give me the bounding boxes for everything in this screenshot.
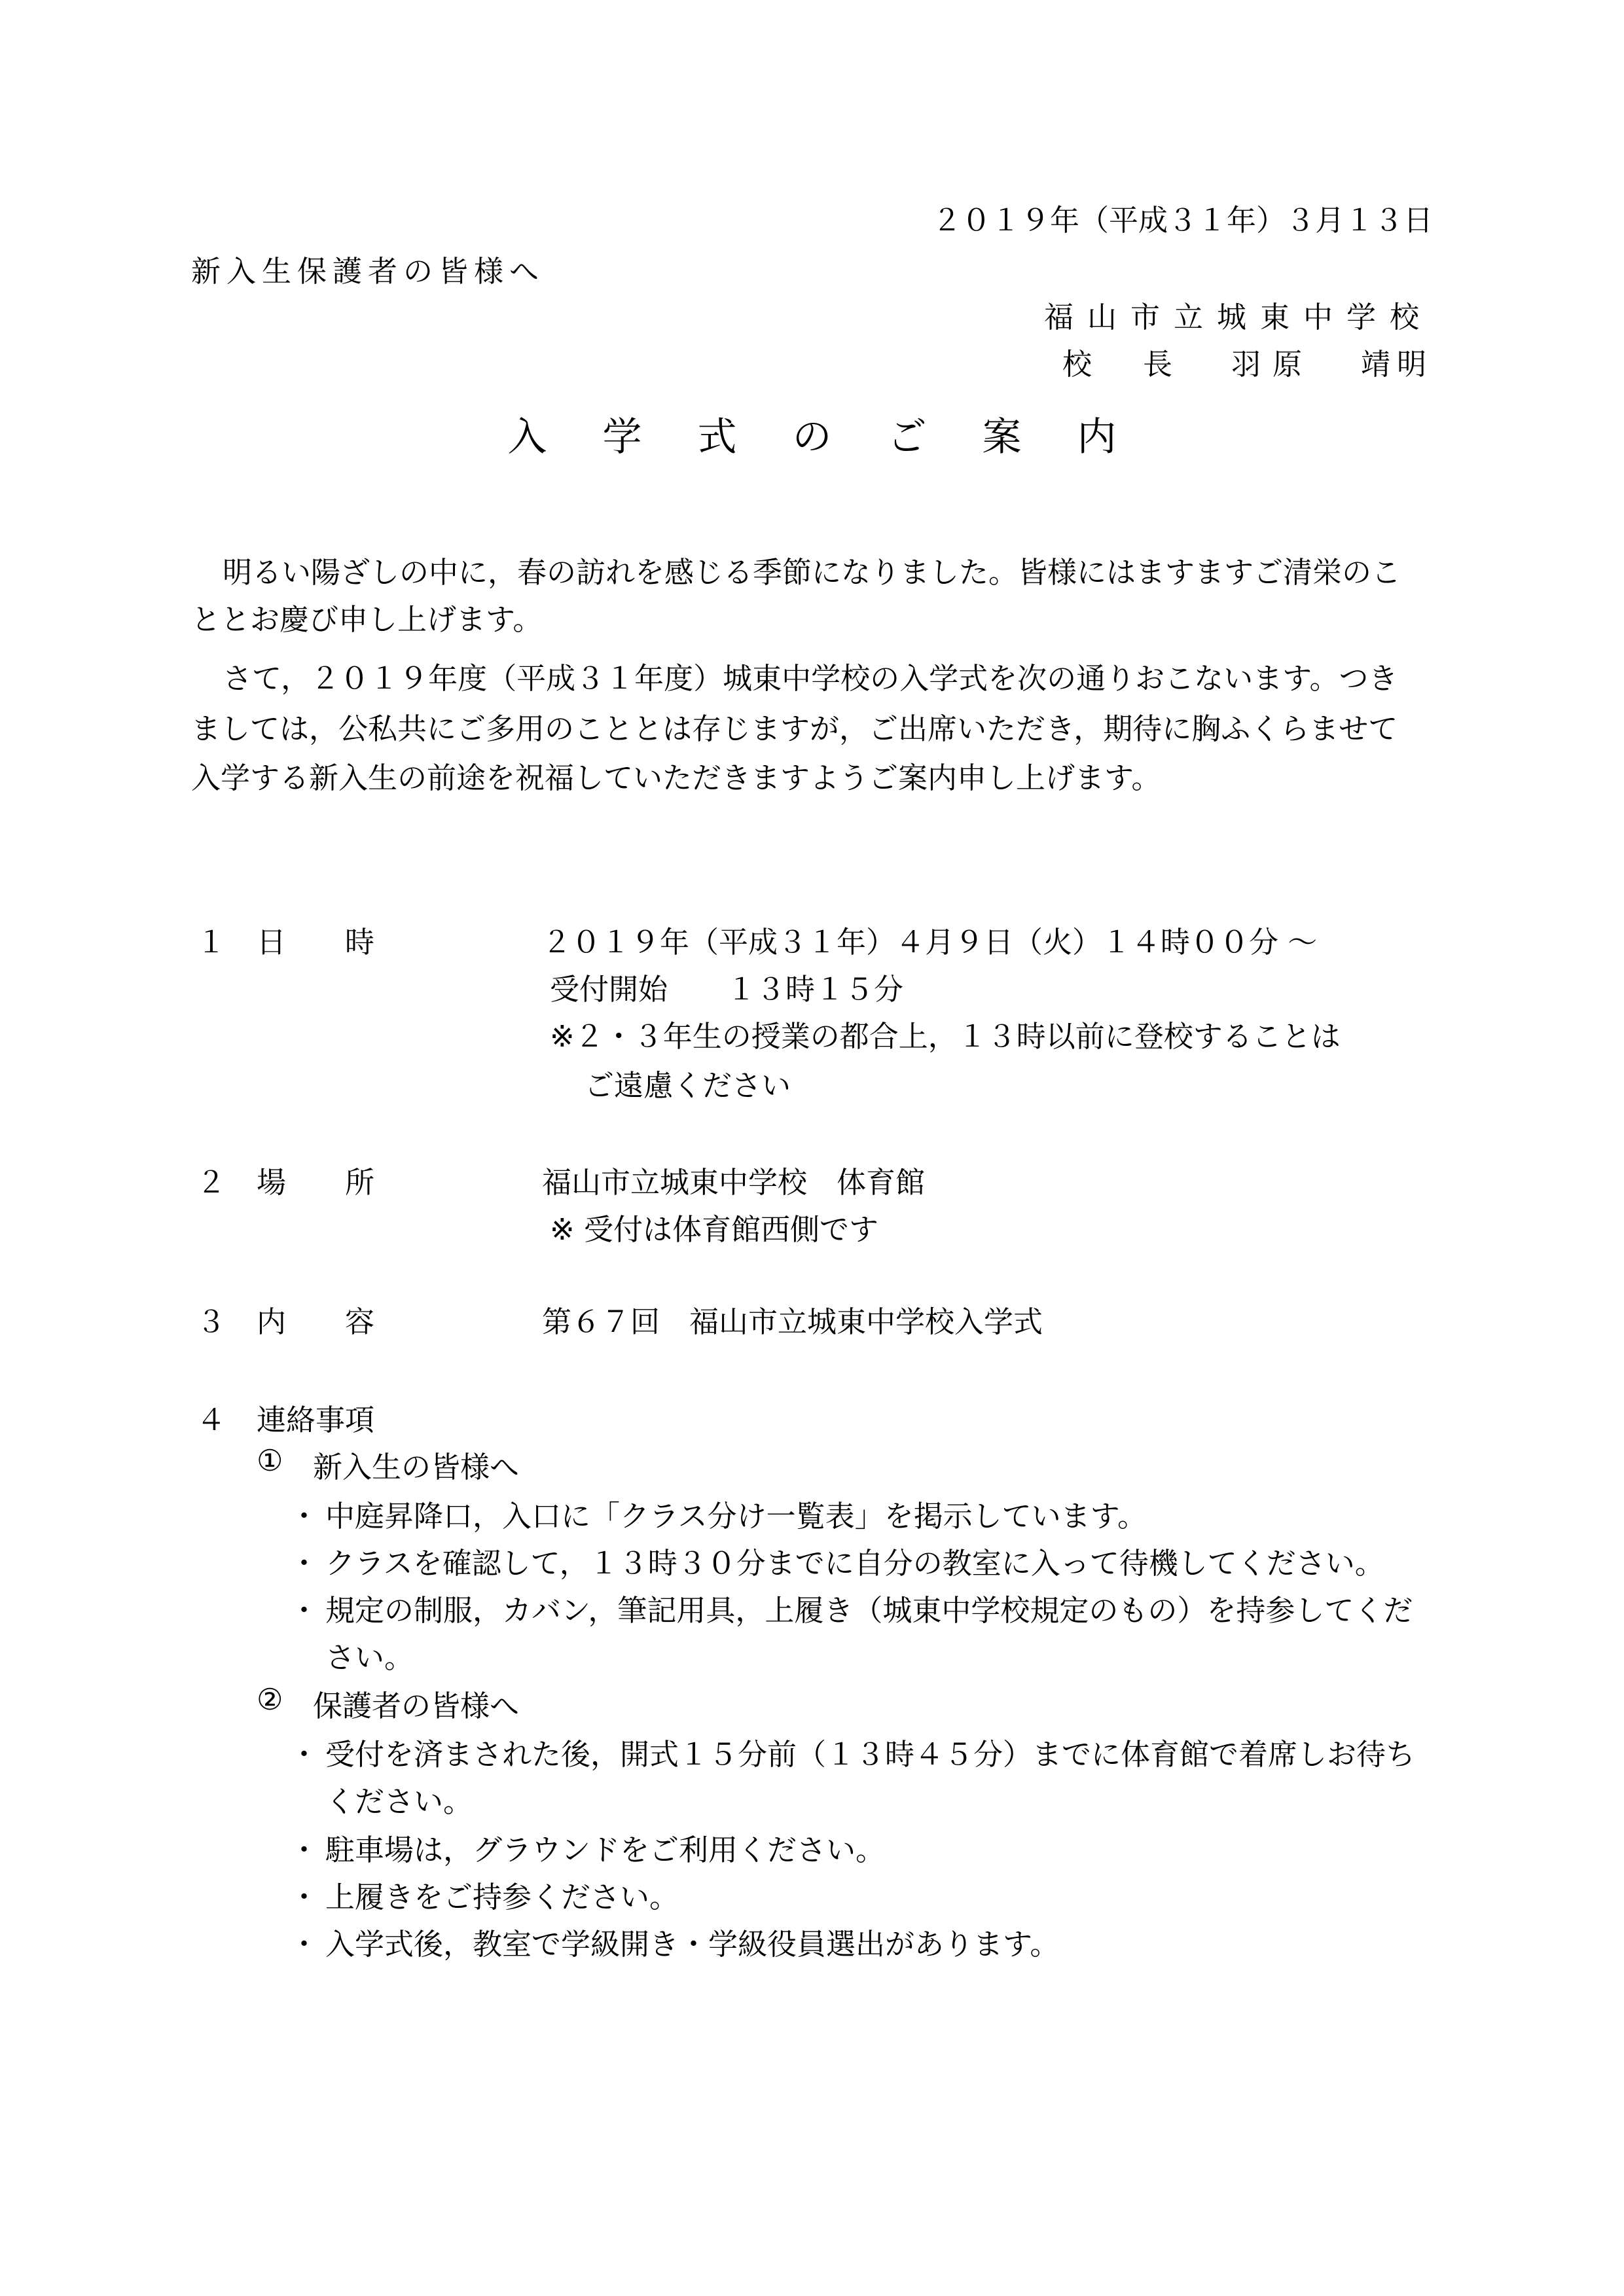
sub1-marker: ① bbox=[257, 1443, 283, 1478]
principal-line bbox=[1062, 340, 1433, 383]
body-p2-line2: ましては，公私共にご多用のこととは存じますが，ご出席いただき，期待に胸ふくらませて bbox=[191, 711, 1398, 746]
item-2-note: ※ 受付は体育館西側です bbox=[550, 1212, 879, 1247]
item-3-label-b: 容 bbox=[345, 1304, 375, 1339]
sub1-bullet-3-line1: 規定の制服，カバン，筆記用具，上履き（城東中学校規定のもの）を持参してくだ bbox=[325, 1593, 1413, 1628]
bullet: ・ bbox=[289, 1499, 319, 1534]
item-2-place: 福山市立城東中学校 体育館 bbox=[542, 1165, 926, 1200]
item-1-datetime: ２０１９年（平成３１年）４月９日（火）１４時００分 ～ bbox=[542, 925, 1318, 960]
sub1-bullet-2: クラスを確認して，１３時３０分までに自分の教室に入って待機してください。 bbox=[325, 1546, 1384, 1581]
school-name: 福山市立城東中学校 bbox=[1043, 300, 1433, 334]
body-p1-line1: 明るい陽ざしの中に，春の訪れを感じる季節になりました。皆様にはますますご清栄のこ bbox=[223, 555, 1401, 590]
sub2-bullet-2: 駐車場は，グラウンドをご利用ください。 bbox=[325, 1833, 886, 1867]
item-1-number: １ bbox=[196, 925, 226, 960]
sub1-bullet-3-line2: さい。 bbox=[325, 1640, 414, 1675]
sub1-bullet-1: 中庭昇降口，入口に「クラス分け一覧表」を掲示しています。 bbox=[325, 1499, 1147, 1534]
bullet: ・ bbox=[289, 1833, 319, 1867]
sub2-bullet-1-line2: ください。 bbox=[325, 1784, 473, 1819]
item-1-label-a: 日 bbox=[257, 925, 287, 960]
principal-title-1: 校 bbox=[1062, 347, 1092, 382]
bullet: ・ bbox=[289, 1593, 319, 1628]
bullet: ・ bbox=[289, 1880, 319, 1914]
body-p2-line3: 入学する新入生の前途を祝福していただきますようご案内申し上げます。 bbox=[191, 761, 1161, 795]
item-2-label-a: 場 bbox=[257, 1165, 287, 1200]
item-3-content: 第６７回 福山市立城東中学校入学式 bbox=[542, 1304, 1043, 1339]
sub1-heading: 新入生の皆様へ bbox=[313, 1450, 520, 1484]
item-4-label: 連絡事項 bbox=[257, 1403, 375, 1437]
item-2-label-b: 所 bbox=[345, 1165, 375, 1200]
bullet: ・ bbox=[289, 1546, 319, 1581]
bullet: ・ bbox=[289, 1737, 319, 1772]
item-1-note-line2: ご遠慮ください bbox=[585, 1068, 791, 1103]
sub2-bullet-1-line1: 受付を済まされた後，開式１５分前（１３時４５分）までに体育館で着席しお待ち bbox=[325, 1737, 1416, 1772]
sub2-marker: ② bbox=[257, 1682, 283, 1717]
item-2-number: ２ bbox=[196, 1165, 226, 1200]
page-title: 入学式のご案内 bbox=[507, 414, 1172, 460]
item-1-reception: 受付開始 １３時１５分 bbox=[550, 972, 904, 1007]
item-1-label-b: 時 bbox=[345, 925, 375, 960]
document-date: ２０１９年（平成３１年）３月１３日 bbox=[931, 203, 1433, 238]
principal-title-2: 長 bbox=[1142, 347, 1172, 382]
body-p2-line1: さて，２０１９年度（平成３１年度）城東中学校の入学式を次の通りおこないます。つき bbox=[223, 661, 1398, 696]
addressee: 新入生保護者の皆様へ bbox=[191, 254, 545, 289]
sub2-bullet-4: 入学式後，教室で学級開き・学級役員選出があります。 bbox=[325, 1927, 1060, 1962]
body-p1-line2: ととお慶び申し上げます。 bbox=[191, 602, 543, 637]
item-1-note-line1: ※２・３年生の授業の都合上，１３時以前に登校することは bbox=[550, 1019, 1341, 1054]
sub2-heading: 保護者の皆様へ bbox=[313, 1689, 520, 1723]
item-3-label-a: 内 bbox=[257, 1304, 287, 1339]
item-4-number: ４ bbox=[196, 1403, 226, 1437]
sub2-bullet-3: 上履きをご持参ください。 bbox=[325, 1880, 679, 1914]
bullet: ・ bbox=[289, 1927, 319, 1962]
principal-name-2: 靖明 bbox=[1360, 347, 1433, 382]
item-3-number: ３ bbox=[196, 1304, 226, 1339]
principal-name-1: 羽原 bbox=[1231, 347, 1314, 382]
